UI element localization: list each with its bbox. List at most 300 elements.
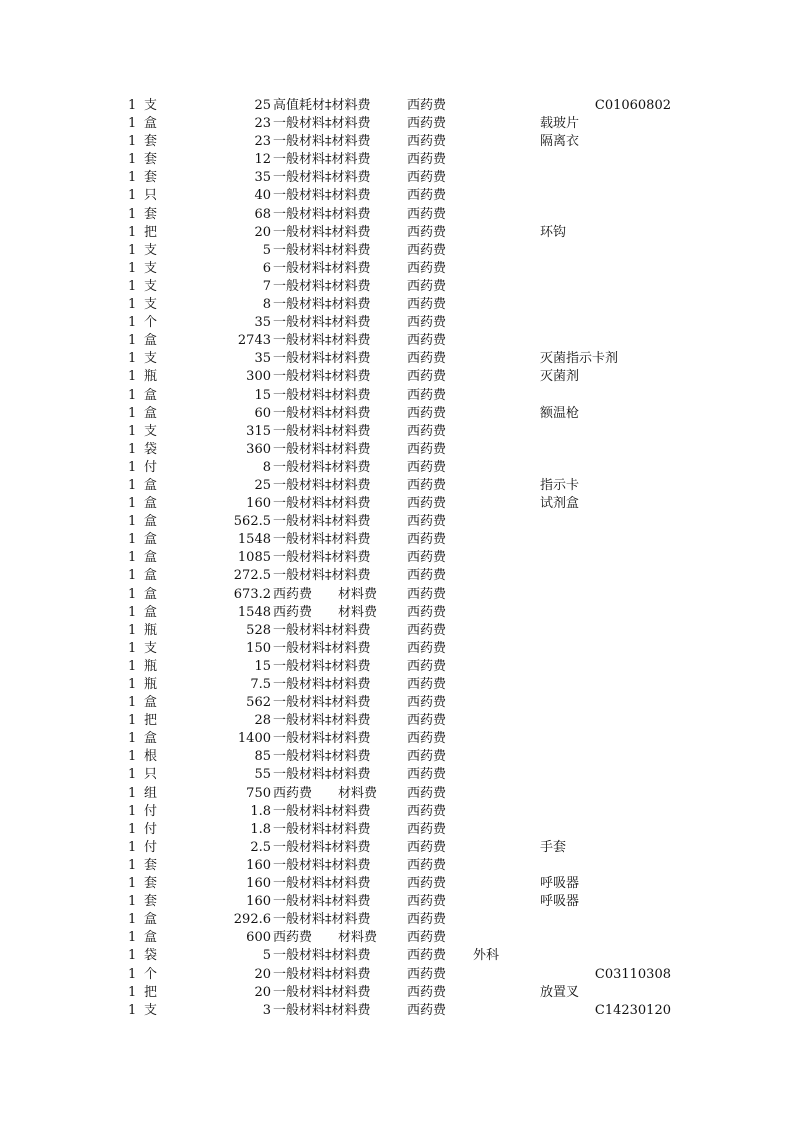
- unit-cell: 只: [144, 188, 158, 204]
- unit-cell: 套: [144, 152, 158, 168]
- price-cell: 28: [254, 713, 271, 729]
- category-cell: 一般材料‡材料费: [273, 206, 371, 222]
- fee-type-cell: 西药费: [407, 839, 447, 855]
- price-cell: 1085: [237, 550, 271, 566]
- table-row: [0, 567, 793, 585]
- price-cell: 15: [254, 387, 271, 403]
- category-cell: 一般材料‡材料费: [273, 622, 371, 638]
- qty-cell: 1: [128, 966, 137, 982]
- note-cell: 灭菌剂: [540, 369, 580, 385]
- table-row: [0, 893, 793, 911]
- unit-cell: 个: [144, 315, 158, 331]
- qty-cell: 1: [128, 658, 137, 674]
- unit-cell: 套: [144, 206, 158, 222]
- category-cell: 一般材料‡材料费: [273, 894, 371, 910]
- table-row: [0, 748, 793, 766]
- price-cell: 1548: [237, 604, 271, 620]
- table-row: [0, 405, 793, 423]
- code-cell: C01060802: [594, 98, 671, 113]
- table-row: [0, 911, 793, 929]
- table-row: [0, 169, 793, 187]
- qty-cell: 1: [128, 242, 137, 258]
- fee-type-cell: 西药费: [407, 441, 447, 457]
- table-row: [0, 676, 793, 694]
- category-cell: 高值耗材‡材料费: [273, 98, 371, 113]
- fee-type-cell: 西药费: [407, 1002, 447, 1018]
- qty-cell: 1: [128, 297, 137, 313]
- unit-cell: 根: [144, 749, 158, 765]
- table-row: [0, 97, 793, 115]
- qty-cell: 1: [128, 206, 137, 222]
- qty-cell: 1: [128, 550, 137, 566]
- price-cell: 600: [246, 930, 271, 946]
- spreadsheet-table: [0, 97, 793, 1020]
- qty-cell: 1: [128, 767, 137, 783]
- price-cell: 35: [254, 351, 271, 367]
- unit-cell: 套: [144, 134, 158, 150]
- table-row: [0, 206, 793, 224]
- table-row: [0, 115, 793, 133]
- table-row: [0, 929, 793, 947]
- table-row: [0, 332, 793, 350]
- qty-cell: 1: [128, 351, 137, 367]
- price-cell: 2.5: [250, 839, 271, 855]
- unit-cell: 盒: [144, 550, 158, 566]
- table-row: [0, 133, 793, 151]
- unit-cell: 把: [144, 984, 158, 1000]
- unit-cell: 支: [144, 351, 158, 367]
- fee-type-cell: 西药费: [407, 604, 447, 620]
- category-cell: 一般材料‡材料费: [273, 912, 371, 928]
- table-row: [0, 839, 793, 857]
- price-cell: 6: [262, 260, 271, 276]
- table-row: [0, 242, 793, 260]
- table-row: [0, 658, 793, 676]
- fee-type-cell: 西药费: [407, 134, 447, 150]
- price-cell: 160: [246, 894, 271, 910]
- qty-cell: 1: [128, 984, 137, 1000]
- fee-type-cell: 西药费: [407, 640, 447, 656]
- fee-type-cell: 西药费: [407, 677, 447, 692]
- category-cell: 一般材料‡材料费: [273, 152, 371, 168]
- table-row: [0, 1002, 793, 1020]
- qty-cell: 1: [128, 857, 137, 873]
- price-cell: 1548: [237, 532, 271, 548]
- price-cell: 8: [262, 459, 271, 475]
- qty-cell: 1: [128, 622, 137, 638]
- qty-cell: 1: [128, 785, 137, 801]
- qty-cell: 1: [128, 441, 137, 457]
- fee-type-cell: 西药费: [407, 532, 447, 548]
- category-cell: 一般材料‡材料费: [273, 369, 371, 385]
- fee-type-cell: 西药费: [407, 116, 447, 132]
- fee-type-cell: 西药费: [407, 876, 447, 892]
- price-cell: 2743: [237, 333, 271, 349]
- price-cell: 150: [246, 640, 271, 656]
- price-cell: 68: [254, 206, 271, 222]
- fee-type-cell: 西药费: [407, 803, 447, 819]
- category-cell: 一般材料‡材料费: [273, 857, 371, 873]
- qty-cell: 1: [128, 170, 137, 186]
- fee-type-cell: 西药费: [407, 514, 447, 530]
- fee-type-cell: 西药费: [407, 224, 447, 240]
- category-cell: 一般材料‡材料费: [273, 948, 371, 964]
- fee-type-cell: 西药费: [407, 405, 447, 421]
- unit-cell: 个: [144, 966, 158, 982]
- qty-cell: 1: [128, 315, 137, 331]
- fee-type-cell: 西药费: [407, 351, 447, 367]
- unit-cell: 瓶: [144, 677, 158, 692]
- table-row: [0, 640, 793, 658]
- unit-cell: 套: [144, 876, 158, 892]
- table-row: [0, 549, 793, 567]
- qty-cell: 1: [128, 948, 137, 964]
- unit-cell: 盒: [144, 477, 158, 493]
- category-cell: 一般材料‡材料费: [273, 658, 371, 674]
- table-row: [0, 604, 793, 622]
- qty-cell: 1: [128, 839, 137, 855]
- table-row: [0, 314, 793, 332]
- unit-cell: 盒: [144, 604, 158, 620]
- unit-cell: 盒: [144, 514, 158, 530]
- price-cell: 562.5: [233, 514, 271, 530]
- qty-cell: 1: [128, 152, 137, 168]
- table-row: [0, 766, 793, 784]
- fee-type-cell: 西药费: [407, 477, 447, 493]
- fee-type-cell: 西药费: [407, 550, 447, 566]
- category-cell: 一般材料‡材料费: [273, 278, 371, 294]
- fee-type-cell: 西药费: [407, 387, 447, 403]
- category-cell: 一般材料‡材料费: [273, 260, 371, 276]
- price-cell: 8: [262, 297, 271, 313]
- unit-cell: 支: [144, 242, 158, 258]
- price-cell: 292.6: [233, 912, 271, 928]
- category-cell: 一般材料‡材料费: [273, 297, 371, 313]
- unit-cell: 盒: [144, 116, 158, 132]
- fee-type-cell: 西药费: [407, 857, 447, 873]
- category-cell: 一般材料‡材料费: [273, 170, 371, 186]
- qty-cell: 1: [128, 532, 137, 548]
- price-cell: 160: [246, 496, 271, 512]
- table-row: [0, 278, 793, 296]
- unit-cell: 盒: [144, 532, 158, 548]
- fee-type-cell: 西药费: [407, 333, 447, 349]
- price-cell: 20: [254, 984, 271, 1000]
- qty-cell: 1: [128, 677, 137, 692]
- qty-cell: 1: [128, 912, 137, 928]
- code-cell: C03110308: [594, 966, 671, 982]
- table-row: [0, 622, 793, 640]
- table-row: [0, 947, 793, 965]
- fee-type-cell: 西药费: [407, 188, 447, 204]
- qty-cell: 1: [128, 713, 137, 729]
- price-cell: 160: [246, 876, 271, 892]
- table-row: [0, 857, 793, 875]
- price-cell: 7.5: [250, 677, 271, 692]
- unit-cell: 只: [144, 767, 158, 783]
- fee-type-cell: 西药费: [407, 568, 447, 584]
- price-cell: 23: [254, 116, 271, 132]
- category-cell: 一般材料‡材料费: [273, 242, 371, 258]
- unit-cell: 瓶: [144, 369, 158, 385]
- fee-type-cell: 西药费: [407, 206, 447, 222]
- fee-type-cell: 西药费: [407, 894, 447, 910]
- table-row: [0, 423, 793, 441]
- price-cell: 562: [246, 695, 271, 711]
- category-cell: 西药费 材料费: [273, 586, 378, 602]
- unit-cell: 付: [144, 803, 158, 819]
- category-cell: 一般材料‡材料费: [273, 749, 371, 765]
- price-cell: 160: [246, 857, 271, 873]
- category-cell: 一般材料‡材料费: [273, 496, 371, 512]
- unit-cell: 套: [144, 170, 158, 186]
- unit-cell: 付: [144, 839, 158, 855]
- table-row: [0, 531, 793, 549]
- qty-cell: 1: [128, 224, 137, 240]
- category-cell: 一般材料‡材料费: [273, 351, 371, 367]
- price-cell: 85: [254, 749, 271, 765]
- category-cell: 一般材料‡材料费: [273, 984, 371, 1000]
- code-cell: C14230120: [594, 1002, 671, 1018]
- fee-type-cell: 西药费: [407, 767, 447, 783]
- fee-type-cell: 西药费: [407, 930, 447, 946]
- fee-type-cell: 西药费: [407, 297, 447, 313]
- price-cell: 528: [246, 622, 271, 638]
- price-cell: 5: [262, 242, 271, 258]
- unit-cell: 袋: [144, 948, 158, 964]
- category-cell: 一般材料‡材料费: [273, 731, 371, 747]
- price-cell: 315: [246, 423, 271, 439]
- note-cell: 手套: [540, 839, 567, 855]
- table-row: [0, 712, 793, 730]
- fee-type-cell: 西药费: [407, 459, 447, 475]
- unit-cell: 支: [144, 297, 158, 313]
- qty-cell: 1: [128, 640, 137, 656]
- unit-cell: 瓶: [144, 622, 158, 638]
- price-cell: 5: [262, 948, 271, 964]
- qty-cell: 1: [128, 876, 137, 892]
- price-cell: 300: [246, 369, 271, 385]
- category-cell: 一般材料‡材料费: [273, 188, 371, 204]
- qty-cell: 1: [128, 586, 137, 602]
- price-cell: 23: [254, 134, 271, 150]
- qty-cell: 1: [128, 731, 137, 747]
- price-cell: 3: [262, 1002, 271, 1018]
- unit-cell: 付: [144, 821, 158, 837]
- table-row: [0, 350, 793, 368]
- category-cell: 一般材料‡材料费: [273, 767, 371, 783]
- qty-cell: 1: [128, 134, 137, 150]
- unit-cell: 支: [144, 423, 158, 439]
- qty-cell: 1: [128, 695, 137, 711]
- fee-type-cell: 西药费: [407, 423, 447, 439]
- table-row: [0, 803, 793, 821]
- fee-type-cell: 西药费: [407, 278, 447, 294]
- fee-type-cell: 西药费: [407, 785, 447, 801]
- category-cell: 一般材料‡材料费: [273, 532, 371, 548]
- fee-type-cell: 西药费: [407, 260, 447, 276]
- unit-cell: 瓶: [144, 658, 158, 674]
- price-cell: 15: [254, 658, 271, 674]
- category-cell: 一般材料‡材料费: [273, 333, 371, 349]
- category-cell: 一般材料‡材料费: [273, 550, 371, 566]
- fee-type-cell: 西药费: [407, 912, 447, 928]
- table-row: [0, 224, 793, 242]
- qty-cell: 1: [128, 749, 137, 765]
- category-cell: 西药费 材料费: [273, 930, 378, 946]
- note-cell: 灭菌指示卡剂: [540, 351, 619, 367]
- price-cell: 750: [246, 785, 271, 801]
- unit-cell: 支: [144, 98, 158, 113]
- fee-type-cell: 西药费: [407, 731, 447, 747]
- table-row: [0, 296, 793, 314]
- note-cell: 载玻片: [540, 116, 580, 132]
- table-row: [0, 586, 793, 604]
- category-cell: 一般材料‡材料费: [273, 695, 371, 711]
- qty-cell: 1: [128, 98, 137, 113]
- table-row: [0, 187, 793, 205]
- qty-cell: 1: [128, 477, 137, 493]
- note-cell: 额温枪: [540, 405, 580, 421]
- table-row: [0, 387, 793, 405]
- category-cell: 一般材料‡材料费: [273, 514, 371, 530]
- fee-type-cell: 西药费: [407, 315, 447, 331]
- category-cell: 一般材料‡材料费: [273, 966, 371, 982]
- price-cell: 25: [254, 477, 271, 493]
- unit-cell: 把: [144, 224, 158, 240]
- fee-type-cell: 西药费: [407, 152, 447, 168]
- price-cell: 25: [254, 98, 271, 113]
- category-cell: 一般材料‡材料费: [273, 803, 371, 819]
- table-row: [0, 984, 793, 1002]
- category-cell: 一般材料‡材料费: [273, 677, 371, 692]
- price-cell: 7: [262, 278, 271, 294]
- category-cell: 一般材料‡材料费: [273, 821, 371, 837]
- table-row: [0, 875, 793, 893]
- unit-cell: 盒: [144, 333, 158, 349]
- fee-type-cell: 西药费: [407, 948, 447, 964]
- unit-cell: 袋: [144, 441, 158, 457]
- qty-cell: 1: [128, 821, 137, 837]
- unit-cell: 组: [144, 785, 158, 801]
- price-cell: 272.5: [233, 568, 271, 584]
- fee-type-cell: 西药费: [407, 242, 447, 258]
- price-cell: 35: [254, 170, 271, 186]
- price-cell: 35: [254, 315, 271, 331]
- qty-cell: 1: [128, 459, 137, 475]
- fee-type-cell: 西药费: [407, 170, 447, 186]
- table-row: [0, 785, 793, 803]
- unit-cell: 盒: [144, 387, 158, 403]
- qty-cell: 1: [128, 496, 137, 512]
- qty-cell: 1: [128, 568, 137, 584]
- price-cell: 673.2: [233, 586, 271, 602]
- category-cell: 一般材料‡材料费: [273, 459, 371, 475]
- category-cell: 西药费 材料费: [273, 604, 378, 620]
- category-cell: 一般材料‡材料费: [273, 876, 371, 892]
- unit-cell: 支: [144, 640, 158, 656]
- qty-cell: 1: [128, 405, 137, 421]
- fee-type-cell: 西药费: [407, 984, 447, 1000]
- category-cell: 一般材料‡材料费: [273, 477, 371, 493]
- department-cell: 外科: [473, 948, 500, 964]
- price-cell: 20: [254, 966, 271, 982]
- price-cell: 1.8: [250, 821, 271, 837]
- fee-type-cell: 西药费: [407, 658, 447, 674]
- unit-cell: 盒: [144, 496, 158, 512]
- qty-cell: 1: [128, 116, 137, 132]
- price-cell: 40: [254, 188, 271, 204]
- table-row: [0, 151, 793, 169]
- qty-cell: 1: [128, 260, 137, 276]
- qty-cell: 1: [128, 514, 137, 530]
- category-cell: 一般材料‡材料费: [273, 387, 371, 403]
- table-row: [0, 368, 793, 386]
- table-row: [0, 260, 793, 278]
- category-cell: 一般材料‡材料费: [273, 568, 371, 584]
- unit-cell: 套: [144, 857, 158, 873]
- category-cell: 西药费 材料费: [273, 785, 378, 801]
- note-cell: 试剂盒: [540, 496, 580, 512]
- qty-cell: 1: [128, 930, 137, 946]
- category-cell: 一般材料‡材料费: [273, 405, 371, 421]
- unit-cell: 盒: [144, 695, 158, 711]
- price-cell: 55: [254, 767, 271, 783]
- note-cell: 指示卡: [540, 477, 580, 493]
- category-cell: 一般材料‡材料费: [273, 116, 371, 132]
- qty-cell: 1: [128, 803, 137, 819]
- fee-type-cell: 西药费: [407, 98, 447, 113]
- fee-type-cell: 西药费: [407, 821, 447, 837]
- category-cell: 一般材料‡材料费: [273, 315, 371, 331]
- note-cell: 隔离衣: [540, 134, 580, 150]
- unit-cell: 套: [144, 894, 158, 910]
- price-cell: 1.8: [250, 803, 271, 819]
- table-row: [0, 966, 793, 984]
- note-cell: 呼吸器: [540, 876, 580, 892]
- fee-type-cell: 西药费: [407, 369, 447, 385]
- unit-cell: 付: [144, 459, 158, 475]
- qty-cell: 1: [128, 894, 137, 910]
- unit-cell: 盒: [144, 568, 158, 584]
- note-cell: 放置叉: [540, 984, 580, 1000]
- qty-cell: 1: [128, 423, 137, 439]
- category-cell: 一般材料‡材料费: [273, 224, 371, 240]
- price-cell: 60: [254, 405, 271, 421]
- fee-type-cell: 西药费: [407, 496, 447, 512]
- table-row: [0, 477, 793, 495]
- qty-cell: 1: [128, 604, 137, 620]
- fee-type-cell: 西药费: [407, 695, 447, 711]
- fee-type-cell: 西药费: [407, 749, 447, 765]
- category-cell: 一般材料‡材料费: [273, 640, 371, 656]
- unit-cell: 支: [144, 1002, 158, 1018]
- unit-cell: 盒: [144, 731, 158, 747]
- table-row: [0, 459, 793, 477]
- qty-cell: 1: [128, 369, 137, 385]
- qty-cell: 1: [128, 333, 137, 349]
- table-row: [0, 821, 793, 839]
- category-cell: 一般材料‡材料费: [273, 134, 371, 150]
- unit-cell: 盒: [144, 930, 158, 946]
- category-cell: 一般材料‡材料费: [273, 441, 371, 457]
- table-row: [0, 730, 793, 748]
- qty-cell: 1: [128, 188, 137, 204]
- category-cell: 一般材料‡材料费: [273, 1002, 371, 1018]
- category-cell: 一般材料‡材料费: [273, 423, 371, 439]
- unit-cell: 支: [144, 278, 158, 294]
- qty-cell: 1: [128, 278, 137, 294]
